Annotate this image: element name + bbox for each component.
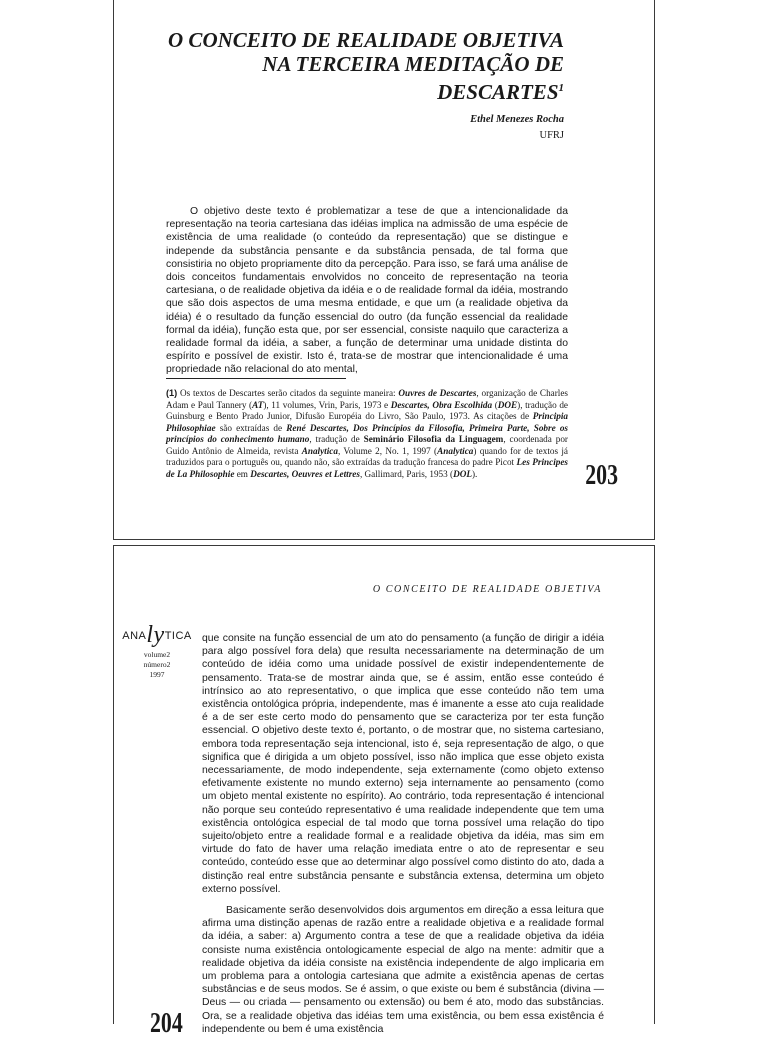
footnote-citation: Descartes, Obra Escolhida bbox=[390, 399, 493, 410]
footnote-abbrev: AT bbox=[252, 399, 264, 410]
footnote-text: ) quando for de textos já traduzidos para o português ou, quando não, são extraídas da tradução francesa do padre Picot bbox=[166, 445, 568, 467]
title-line-1: O CONCEITO DE REALIDADE OBJETIVA bbox=[168, 28, 564, 52]
wordmark-part: ly bbox=[146, 622, 165, 648]
page-203 bbox=[113, 0, 655, 540]
footnote-text: , Volume 2, No. 1, 1997 ( bbox=[337, 445, 438, 456]
footnote-abbrev: DOL bbox=[453, 468, 472, 479]
footnote-text: são extraídas de bbox=[215, 422, 287, 433]
footnote-text: , coordenada por Guido Antônio de Almeida, revista bbox=[166, 434, 568, 456]
footnote-text: , organização de Charles Adam e Paul Tannery ( bbox=[166, 388, 568, 410]
journal-number: número2 bbox=[143, 660, 171, 669]
footnote-citation: Les Principes de La Philosophie bbox=[166, 457, 568, 479]
journal-wordmark bbox=[122, 622, 192, 649]
footnote-number: (1) bbox=[166, 388, 178, 398]
footnote-citation: Principia Philosophiae bbox=[166, 411, 568, 433]
page-number: 203 bbox=[585, 460, 618, 491]
footnote-1 bbox=[166, 388, 568, 480]
footnote-text: Os textos de Descartes serão citados da seguinte maneira: bbox=[177, 388, 399, 398]
footnote-text: ), 11 volumes, Vrin, Paris, 1973 e bbox=[263, 399, 391, 410]
wordmark-part: TICA bbox=[164, 630, 192, 642]
footnote-text: ). bbox=[471, 468, 478, 479]
footnote-citation: René Descartes, Dos Princípios da Filosofia, Primeira Parte, Sobre os princípios do conhecimento humano bbox=[166, 422, 568, 444]
footnote-divider bbox=[166, 378, 346, 379]
footnote-text: , Gallimard, Paris, 1953 ( bbox=[359, 468, 454, 479]
title-line-2: NA TERCEIRA MEDITAÇÃO DE bbox=[262, 52, 564, 76]
footnote-citation: Ouvres de Descartes bbox=[398, 388, 477, 398]
title-footnote-marker: 1 bbox=[558, 82, 564, 94]
running-head: O CONCEITO DE REALIDADE OBJETIVA bbox=[372, 584, 602, 595]
footnote-text: , tradução de bbox=[309, 434, 364, 444]
analytica-logo bbox=[122, 622, 192, 679]
paragraph: que consite na função essencial de um ato do pensamento (a função de dirigir a idéia para algo possível fora dela) que resulta necessariamente na determinação de um conteúdo de idéia como uma unidade possível de existir independentemente de pensamento. Trata-se de mostrar ainda que, se é assim, então esse conteúdo é intrínsico ao ato representativo, o que implica que esse conteúdo não tem uma existência ontológica própria, independente, mas é imanente a esse ato cuja realidade é a de ser este certo modo do pensamento que se caracteriza por ter esta função essencial. O objetivo deste texto é, portanto, o de mostrar que, no sistema cartesiano, embora toda representação seja intencional, isto é, seja representação de algo, o que significa que é dirigida a um objeto possível, isso não implica que esse objeto exista necessariamente, de modo independente, seja externamente (como objeto extenso efetivamente existente no mundo externo) seja internamente ao pensamento (como um objeto mental existente no espírito). Ao contrário, toda representação é intencional não porque seu conteúdo representativo é uma realidade independente que tem uma existência ontológica especial de tal modo que torna possível uma relação do tipo sujeito/objeto entre a realidade formal e a realidade objetiva da idéia, mas sim em virtude do fato de haver uma relação imediata entre o ato de representar e seu conteúdo, conteúdo esse que ao determinar algo possível como distinto do ato, dada a distinção real entre substância pensante e substância extensa, determina um objeto externo possível. bbox=[202, 633, 604, 895]
journal-volume: volume2 bbox=[143, 650, 171, 659]
paragraph: Basicamente serão desenvolvidos dois argumentos em direção a essa leitura que afirma uma distinção apenas de razão entre a realidade objetiva e a realidade formal da idéia, a saber: a) Argumento contra a tese de que a realidade objetiva da idéia consiste numa existência ontologicamente especial de algo na mente: admitir que a realidade objetiva da idéia consiste na existência independente de algo implicaria em um problema para a ontologia cartesiana que admite a existência apenas de certas substâncias e de seus modos. Se é assim, o que existe ou bem é substância (divina — Deus — ou criada — pensamento ou extensão) ou bem é ato, modo das substâncias. Ora, se a realidade objetiva das idéias tem uma existência, ou bem essa existência é independente ou bem é uma existência bbox=[202, 905, 604, 1035]
footnote-text: em bbox=[234, 468, 251, 479]
footnote-abbrev: DOE bbox=[497, 399, 518, 410]
page-number: 204 bbox=[150, 1008, 183, 1039]
intro-paragraph: O objetivo deste texto é problematizar a tese de que a intencionalidade da representação na teoria cartesiana das idéias implica na admissão de uma espécie de existência de uma realidade (o conteúdo da representação) que se distingue e independe da substância pensante e da substância pensada, de tal forma que consistiria no objeto propriamente dito da percepção. Para isso, se fará uma análise de dois conceitos fundamentais envolvidos no conceito de representação na teoria cartesiana, o de realidade objetiva da idéia e o de realidade formal da idéia, mostrando que são dois aspectos de uma mesma entidade, e que um (a realidade objetiva da idéia) é o resultado da função essencial do outro (da função essencial da realidade formal da idéia), função esta que, por ser essencial, consiste naquilo que caracteriza a realidade formal da idéia, a saber, a função de determinar uma unidade distinta do espírito e possível de existir. Isto é, trata-se de mostrar que intencionalidade é uma propriedade não relacional do ato mental, bbox=[166, 206, 568, 376]
journal-year: 1997 bbox=[149, 670, 165, 679]
author-name: Ethel Menezes Rocha bbox=[470, 114, 564, 125]
footnote-text: ), tradução de Guinsburg e Bento Prado Junior, Difusão Européia do Livro, São Paulo, 1973. As citações de bbox=[166, 399, 568, 421]
footnote-citation: Seminário Filosofia da Linguagem bbox=[363, 434, 504, 444]
footnote-abbrev: Analytica bbox=[437, 445, 474, 456]
author-affiliation: UFRJ bbox=[539, 130, 564, 141]
footnote-text: ( bbox=[492, 399, 498, 410]
article-title bbox=[144, 28, 564, 104]
footnote-citation: Descartes, Oeuvres et Lettres bbox=[250, 468, 360, 479]
body-text bbox=[202, 632, 604, 1036]
page-204 bbox=[113, 545, 655, 1039]
title-line-3: DESCARTES bbox=[437, 80, 559, 104]
wordmark-part: ANA bbox=[122, 630, 147, 642]
footnote-citation: Analytica bbox=[301, 445, 338, 456]
